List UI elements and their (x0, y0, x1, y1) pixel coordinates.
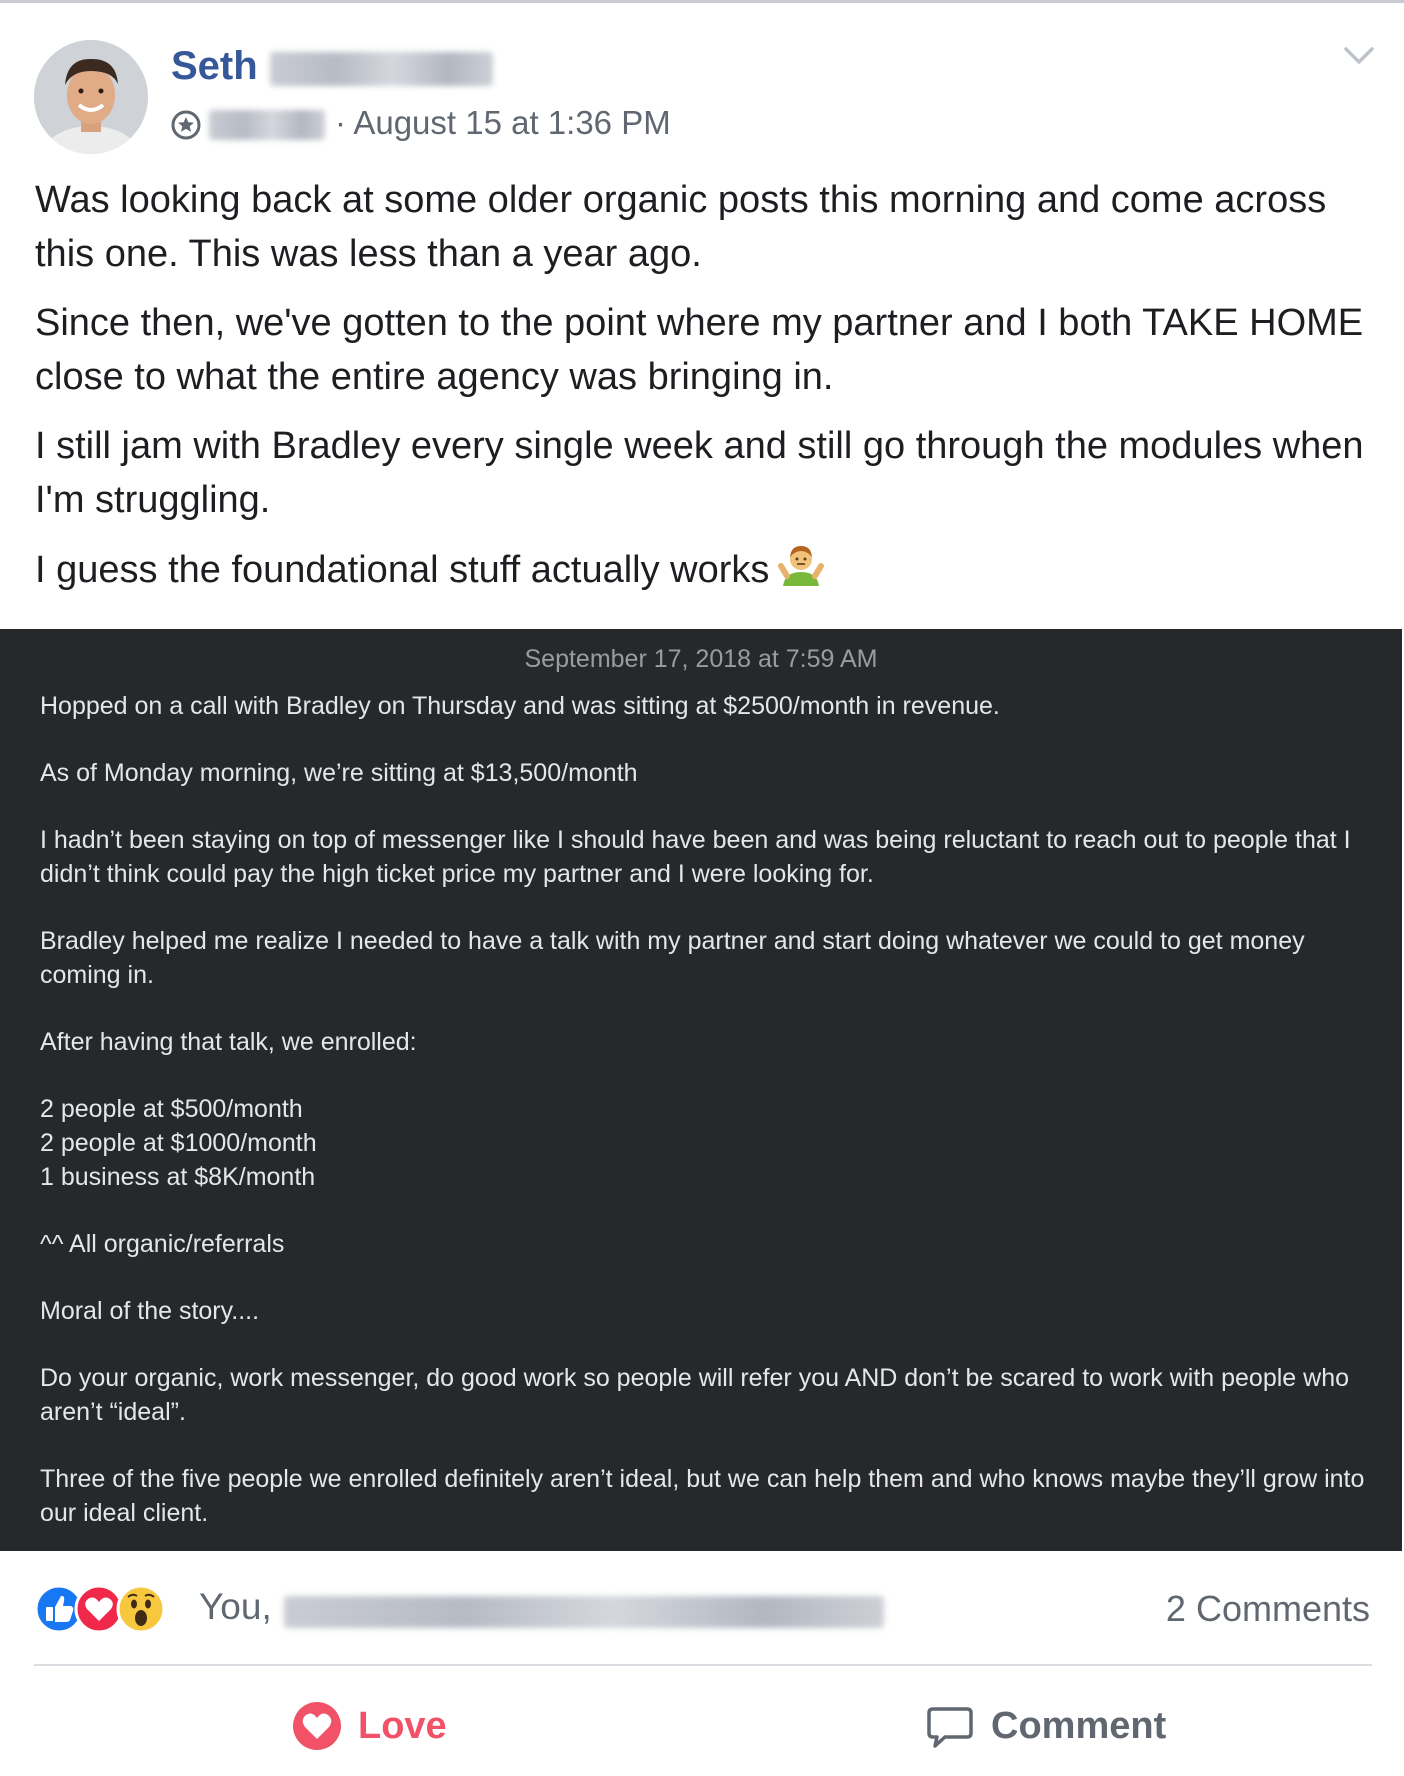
author-first-name: Seth (171, 44, 258, 88)
author-name[interactable] (171, 44, 258, 89)
actions-divider (34, 1664, 1372, 1666)
post-paragraph-last (35, 542, 1375, 597)
screenshot-line: Do your organic, work messenger, do good work so people will refer you AND don’t be scared to work with people who aren’t “ideal”. (40, 1364, 1350, 1426)
post-paragraph: Was looking back at some older organic posts this morning and come across this one. This was less than a year ago. (35, 179, 1327, 275)
post-paragraph: I guess the foundational stuff actually works (35, 549, 770, 591)
screenshot-line: 1 business at $8K/month (40, 1163, 316, 1191)
comments-count-link[interactable]: 2 Comments (1165, 1588, 1370, 1629)
reactors-names-redacted (284, 1596, 884, 1628)
group-name-redacted (209, 110, 325, 140)
screenshot-line: As of Monday morning, we’re sitting at $13,500/month (40, 759, 638, 787)
post-timestamp[interactable]: · August 15 at 1:36 PM (335, 104, 671, 141)
author-last-name-redacted (270, 52, 493, 86)
screenshot-line: Three of the five people we enrolled definitely aren’t ideal, but we can help them and who knows maybe they’ll grow into our ideal client. (40, 1465, 1365, 1527)
wow-icon (116, 1584, 166, 1634)
screenshot-line: ^^ All organic/referrals (40, 1230, 285, 1258)
screenshot-date: September 17, 2018 at 7:59 AM (524, 645, 878, 673)
author-avatar[interactable] (34, 40, 148, 154)
screenshot-line: Bradley helped me realize I needed to have a talk with my partner and start doing whatever we could to get money coming in. (40, 927, 1305, 989)
reactions-bar[interactable] (34, 1584, 1384, 1638)
shared-screenshot-image[interactable] (0, 629, 1402, 1551)
post-paragraph: I still jam with Bradley every single week and still go through the modules when I'm struggling. (35, 425, 1364, 521)
love-button-label: Love (358, 1704, 447, 1747)
love-button[interactable] (292, 1696, 447, 1756)
top-border (0, 0, 1404, 3)
comment-button[interactable] (925, 1696, 1166, 1756)
admin-badge-icon (171, 110, 201, 140)
reactors-prefix[interactable]: You, (199, 1586, 272, 1627)
chevron-down-icon[interactable] (1342, 44, 1376, 68)
screenshot-text (40, 689, 1370, 1563)
screenshot-line: Hopped on a call with Bradley on Thursday and was sitting at $2500/month in revenue. (40, 692, 1000, 720)
post-paragraph: Since then, we've gotten to the point where my partner and I both TAKE HOME close to what the entire agency was bringing in. (35, 302, 1364, 398)
screenshot-line: After having that talk, we enrolled: (40, 1028, 417, 1056)
screenshot-line: 2 people at $1000/month (40, 1129, 317, 1157)
screenshot-line: Moral of the story.... (40, 1297, 260, 1325)
love-icon (292, 1701, 342, 1751)
post-message (35, 173, 1375, 612)
screenshot-line: I hadn’t been staying on top of messenger like I should have been and was being reluctant to reach out to people that I didn’t think could pay the high ticket price my partner and I were looking for. (40, 826, 1351, 888)
screenshot-line: 2 people at $500/month (40, 1095, 303, 1123)
comment-bubble-icon (925, 1701, 975, 1751)
comment-button-label: Comment (991, 1704, 1167, 1747)
man-shrugging-emoji-icon (777, 542, 825, 590)
